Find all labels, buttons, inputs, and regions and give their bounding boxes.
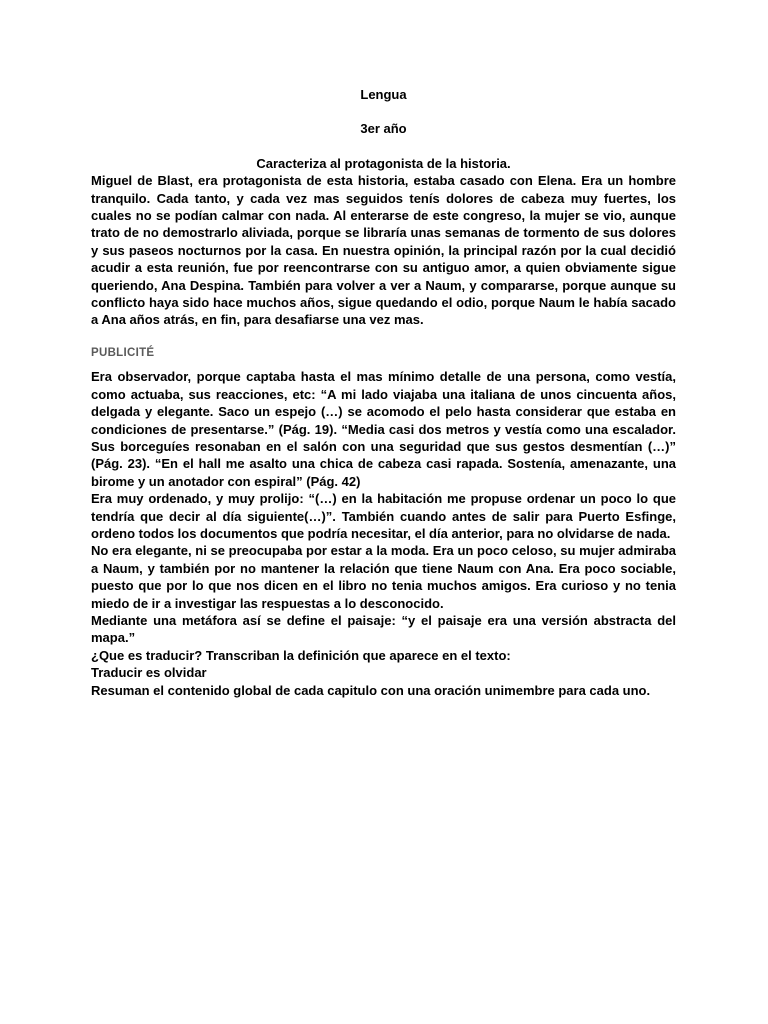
question-translate: ¿Que es traducir? Transcriban la definición que aparece en el texto: xyxy=(91,647,511,663)
paragraph-metaphor: Mediante una metáfora así se define el paisaje: “y el paisaje era una versión abstracta del mapa.” xyxy=(91,612,676,646)
task-heading: Caracteriza al protagonista de la historia. xyxy=(256,155,511,171)
paragraph-traits: No era elegante, ni se preocupaba por estar a la moda. Era un poco celoso, su mujer admiraba a Naum, y también por no mantener la relación que tiene Naum con Ana. Era poco sociable, puesto que por lo que nos dicen en el libro no tenia muchos amigos. Era curioso y no tenia miedo de ir a investigar las respuestas a lo desconocido. xyxy=(91,543,676,611)
year-heading: 3er año xyxy=(360,121,407,137)
advertisement-label: PUBLICITÉ xyxy=(91,346,155,359)
document-content xyxy=(91,86,676,699)
subject-heading: Lengua xyxy=(360,87,407,102)
paragraph-orderly: Era muy ordenado, y muy prolijo: “(…) en la habitación me propuse ordenar un poco lo que tendría que decir al día siguiente(…)”. También cuando antes de salir para Puerto Esfinge, ordeno todos los documentos que podría necesitar, el día anterior, para no olvidarse de nada. xyxy=(91,491,676,541)
question-summary: Resuman el contenido global de cada capitulo con una oración unimembre para cada uno. xyxy=(91,682,651,698)
paragraph-protagonist: Miguel de Blast, era protagonista de esta historia, estaba casado con Elena. Era un hombre tranquilo. Cada tanto, y cada vez mas seguidos tenís dolores de cabeza muy fuertes, los cuales no se podían calmar con nada. Al enterarse de este congreso, la mujer se vio, aunque trato de no demostrarlo aliviada, porque se libraría unas semanas de tormento de sus dolores y sus paseos nocturnos por la casa. En nuestra opinión, la principal razón por la cual decidió acudir a esta reunión, fue por reencontrarse con su antiguo amor, a quien obviamente sigue queriendo, Ana Despina. También para volver a ver a Naum, y compararse, porque aunque su conflicto haya sido hace muchos años, sigue quedando el odio, porque Naum le había sacado a Ana años atrás, en fin, para desafiarse una vez mas. xyxy=(91,173,676,328)
answer-translate: Traducir es olvidar xyxy=(91,665,207,681)
paragraph-observer: Era observador, porque captaba hasta el mas mínimo detalle de una persona, como vestía, como actuaba, sus reacciones, etc: “A mi lado viajaba una italiana de unos cincuenta años, delgada y elegante. Saco un espejo (…) se acomodo el pelo hasta considerar que estaba en condiciones de presentarse.” (Pág. 19). “Media casi dos metros y vestía como una escalador. Sus borceguíes resonaban en el salón con una seguridad que sus gestos desmentían (…)” (Pág. 23). “En el hall me asalto una chica de cabeza casi rapada. Sostenía, amenazante, una birome y un anotador con espiral” (Pág. 42) xyxy=(91,369,676,489)
